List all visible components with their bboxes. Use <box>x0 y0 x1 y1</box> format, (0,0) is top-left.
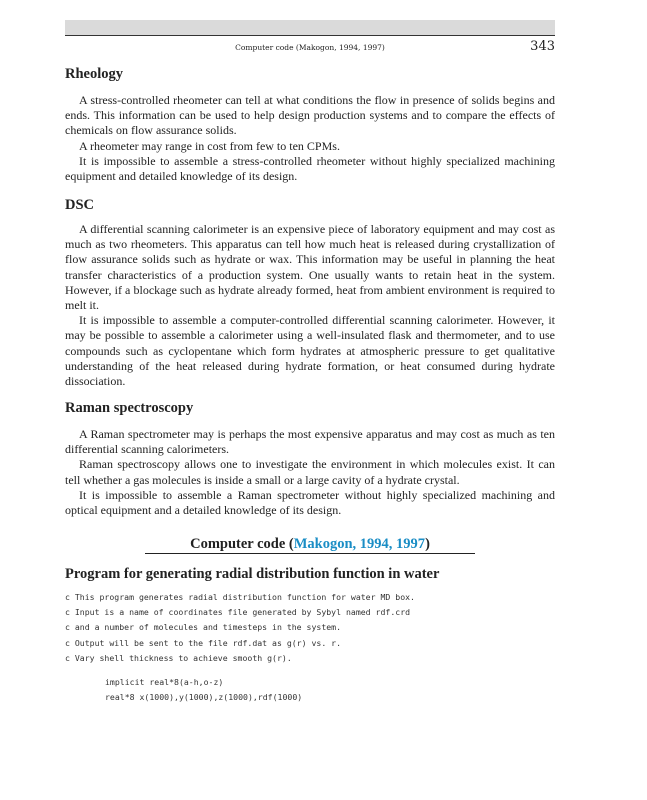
code-comment: c This program generates radial distribution function for water MD box. <box>65 592 415 602</box>
code-title-prefix: Computer code ( <box>190 536 294 552</box>
citation-link[interactable]: Makogon, 1994, 1997 <box>293 536 426 552</box>
section-rheology <box>65 64 555 184</box>
code-statement: real*8 x(1000),y(1000),z(1000),rdf(1000) <box>105 692 303 703</box>
program-title: Program for generating radial distribution function in water <box>65 566 440 582</box>
section-heading: Rheology <box>65 66 123 82</box>
paragraph: Raman spectroscopy allows one to investigate the environment in which molecules exist. It can tell whether a gas molecules is inside a small or a large cavity of a hydrate crystal. <box>65 457 555 487</box>
code-comment: c Input is a name of coordinates file generated by Sybyl named rdf.crd <box>65 607 411 618</box>
page-number: 343 <box>530 39 555 54</box>
code-comment: c Output will be sent to the file rdf.dat as g(r) vs. r. <box>65 637 342 648</box>
section-dsc <box>65 195 555 389</box>
running-title: Computer code (Makogon, 1994, 1997) <box>235 43 385 52</box>
code-comment: c Vary shell thickness to achieve smooth g(r). <box>65 652 292 663</box>
paragraph: It is impossible to assemble a stress-controlled rheometer without highly specialized machining equipment and detailed knowledge of its design. <box>65 153 555 184</box>
code-title-suffix: ) <box>425 536 430 552</box>
running-header <box>65 39 555 55</box>
paragraph: A rheometer may range in cost from few to ten CPMs. <box>79 138 340 153</box>
paragraph: It is impossible to assemble a computer-controlled differential scanning calorimeter. However, it may be possible to assemble a calorimeter using a well-insulated flask and thermometer, and to use compounds such as cyclopentane which form hydrates at atmospheric pressure to get qualitative understanding of the heat released during hydrate formation, or heat consumed during hydrate dissociation. <box>65 313 555 389</box>
computer-code-heading <box>145 534 475 554</box>
paragraph: A Raman spectrometer may is perhaps the most expensive apparatus and may cost as much as ten differential scanning calorimeters. <box>65 427 555 457</box>
code-statement: implicit real*8(a-h,o-z) <box>105 676 224 687</box>
code-listing <box>65 590 555 705</box>
code-heading-rule <box>145 553 475 554</box>
section-heading: Raman spectroscopy <box>65 400 194 416</box>
section-heading: DSC <box>65 197 95 213</box>
section-raman <box>65 398 555 518</box>
header-rule <box>65 35 555 36</box>
paragraph: It is impossible to assemble a Raman spectrometer without highly specialized machining and optical equipment and a detailed knowledge of its design. <box>65 487 555 518</box>
code-comment: c and a number of molecules and timesteps in the system. <box>65 622 342 633</box>
header-band <box>65 20 555 35</box>
paragraph: A stress-controlled rheometer can tell at what conditions the flow in presence of solids begins and ends. This information can be used to help design production systems and to compare the effects of chemicals on flow assurance solids. <box>65 93 555 138</box>
paragraph: A differential scanning calorimeter is an expensive piece of laboratory equipment and may cost as much as two rheometers. This apparatus can tell how much heat is released during crystallization of flow assurance solids such as hydrate or wax. This information may be useful in planning the heat transfer characteristics of a production system. One usually wants to retain heat in the system. However, if a blockage such as hydrate already formed, heat from ambient environment is required to melt it. <box>65 222 555 313</box>
